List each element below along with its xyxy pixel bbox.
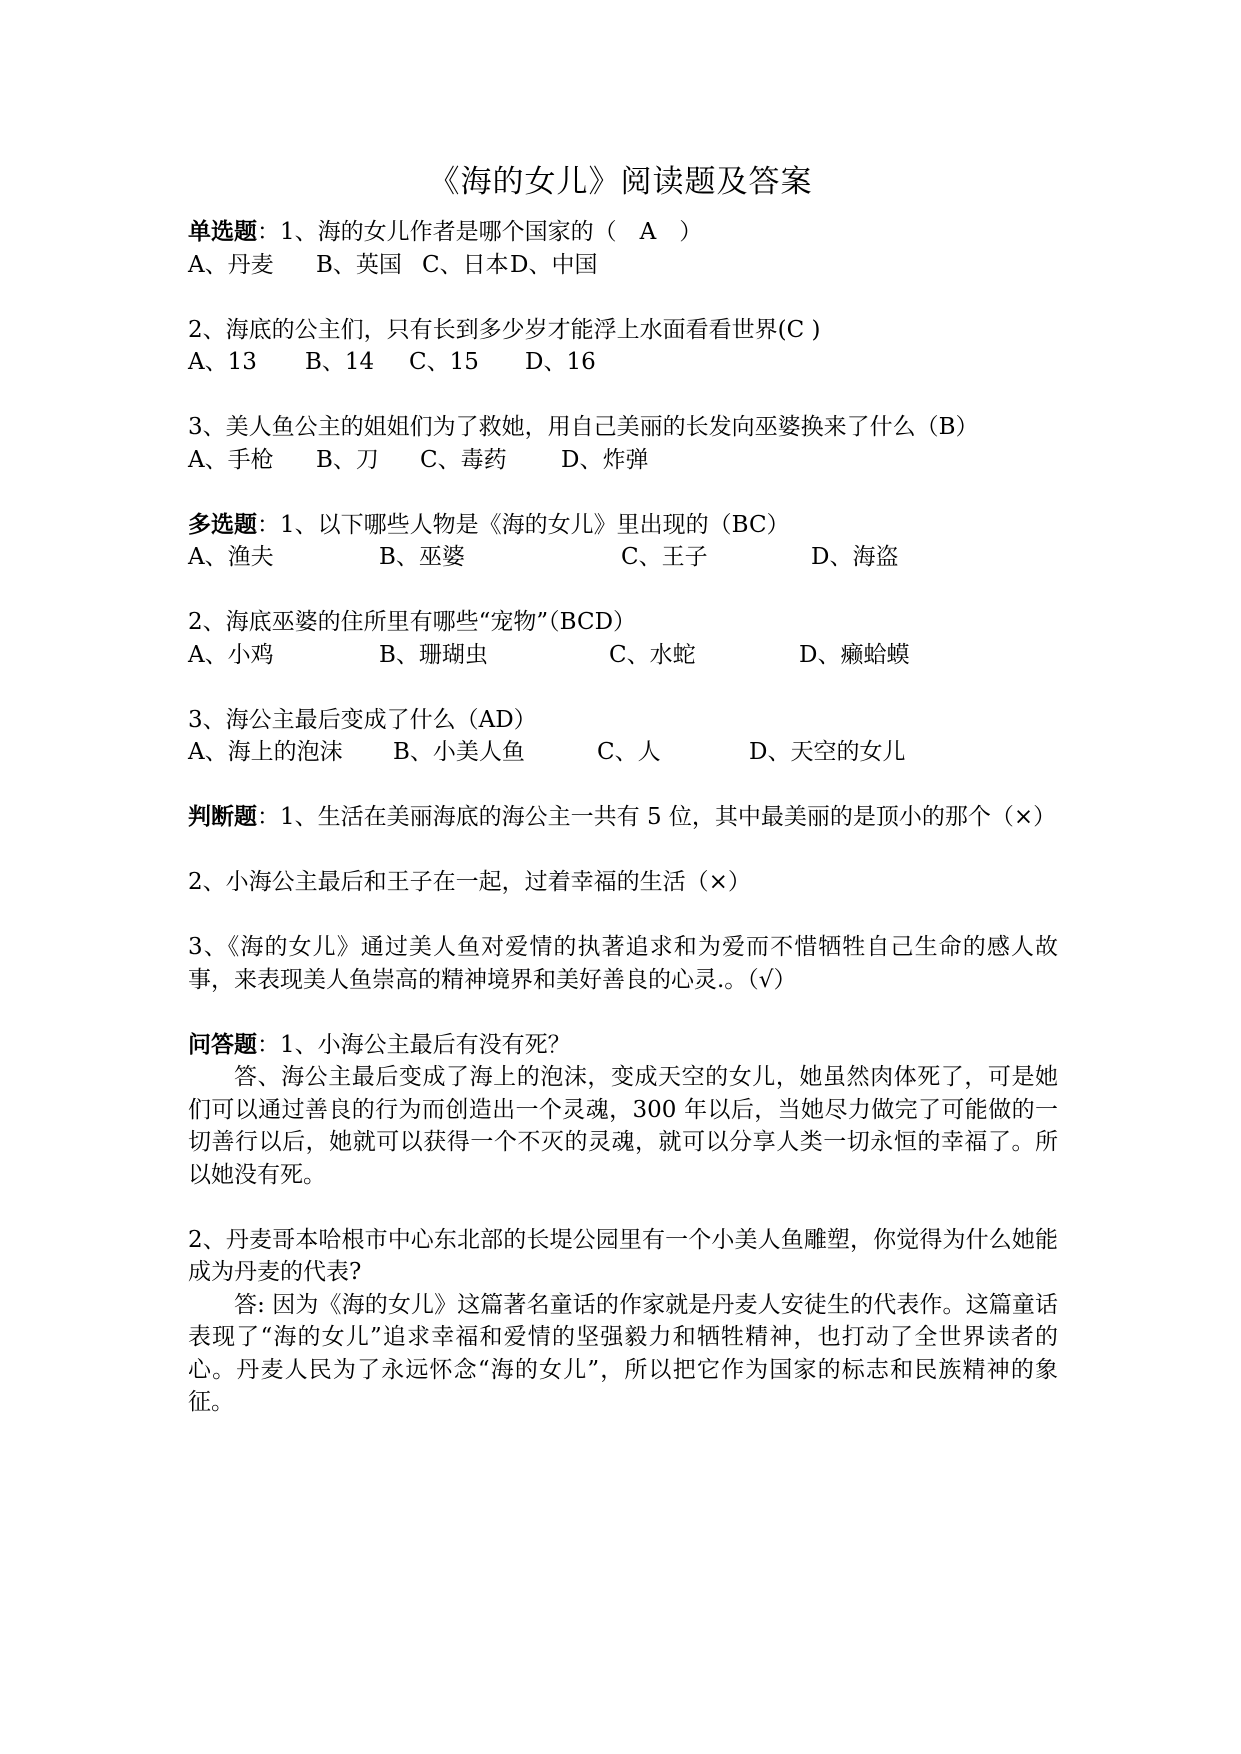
option-c: C、15	[409, 349, 479, 375]
section-label-qa: 问答题	[188, 1030, 257, 1058]
qa-q2: 2、丹麦哥本哈根市中心东北部的长堤公园里有一个小美人鱼雕塑，你觉得为什么她能成为丹麦的代表?	[188, 1226, 1058, 1285]
qa-a2: 答: 因为《海的女儿》这篇著名童话的作家就是丹麦人安徒生的代表作。这篇童话表现了“海的女儿”追求幸福和爱情的坚强毅力和牺牲精神，也打动了全世界读者的心。丹麦人民为了永远怀念“海的女儿”，所以把它作为国家的标志和民族精神的象征。	[188, 1291, 1058, 1415]
option-d: D、中国	[510, 251, 598, 278]
option-c: C、王子	[621, 544, 708, 570]
option-d: D、癞蛤蟆	[799, 641, 910, 668]
option-a: A、小鸡	[188, 641, 274, 668]
options-row	[188, 249, 1058, 282]
options-row	[188, 639, 1058, 672]
option-d: D、16	[525, 349, 596, 375]
document-body	[188, 216, 1058, 1419]
option-d: D、炸弹	[561, 446, 649, 473]
option-b: B、巫婆	[379, 544, 465, 570]
options-row	[188, 736, 1058, 769]
option-a: A、手枪	[188, 446, 274, 473]
qa-q1	[188, 1029, 1058, 1062]
multi-choice-q1	[188, 509, 1058, 542]
section-label-single: 单选题	[188, 218, 257, 245]
option-c: C、毒药	[420, 446, 507, 473]
multi-choice-q3: 3、海公主最后变成了什么（AD）	[188, 706, 537, 733]
qa-a1: 答、海公主最后变成了海上的泡沫，变成天空的女儿，她虽然肉体死了，可是她们可以通过善良的行为而创造出一个灵魂，300 年以后，当她尽力做完了可能做的一切善行以后，她就可以获得一个不灭的灵魂，就可以分享人类一切永恒的幸福了。所以她没有死。	[188, 1064, 1058, 1188]
option-b: B、英国	[316, 251, 402, 278]
option-c: C、水蛇	[609, 641, 696, 668]
single-choice-q2: 2、海底的公主们，只有长到多少岁才能浮上水面看看世界(C )	[188, 316, 821, 343]
option-b: B、珊瑚虫	[379, 641, 488, 668]
question-text: ：1、以下哪些人物是《海的女儿》里出现的（BC）	[257, 511, 790, 538]
judge-q3: 3、《海的女儿》通过美人鱼对爱情的执著追求和为爱而不惜牺牲自己生命的感人故事，来表现美人鱼崇高的精神境界和美好善良的心灵.。（√）	[188, 934, 1058, 993]
option-d: D、天空的女儿	[749, 739, 906, 765]
section-label-multi: 多选题	[188, 510, 257, 538]
option-b: B、14	[305, 349, 375, 375]
option-b: B、小美人鱼	[393, 739, 525, 765]
options-row	[188, 541, 1058, 574]
section-label-judge: 判断题	[188, 803, 257, 830]
option-c: C、日本	[422, 251, 509, 278]
option-a: A、13	[188, 349, 257, 375]
single-choice-q1	[188, 216, 1058, 249]
judge-q1	[188, 801, 1058, 834]
question-text: ：1、生活在美丽海底的海公主一共有 5 位，其中最美丽的是顶小的那个（×）	[257, 804, 1057, 830]
document-title: 《海的女儿》阅读题及答案	[428, 164, 813, 200]
options-row	[188, 444, 1058, 477]
option-a: A、丹麦	[188, 251, 274, 278]
options-row	[188, 346, 1058, 379]
option-a: A、海上的泡沫	[188, 739, 343, 765]
option-b: B、刀	[316, 446, 379, 473]
question-text: ：1、小海公主最后有没有死？	[257, 1031, 571, 1058]
option-d: D、海盗	[811, 544, 899, 570]
single-choice-q3: 3、美人鱼公主的姐姐们为了救她，用自己美丽的长发向巫婆换来了什么（B）	[188, 414, 979, 440]
option-a: A、渔夫	[188, 544, 274, 570]
multi-choice-q2: 2、海底巫婆的住所里有哪些“宠物”（BCD）	[188, 609, 637, 635]
option-c: C、人	[597, 739, 661, 765]
question-text: ：1、海的女儿作者是哪个国家的（ A ）	[257, 219, 703, 245]
judge-q2: 2、小海公主最后和王子在一起，过着幸福的生活（×）	[188, 869, 751, 895]
